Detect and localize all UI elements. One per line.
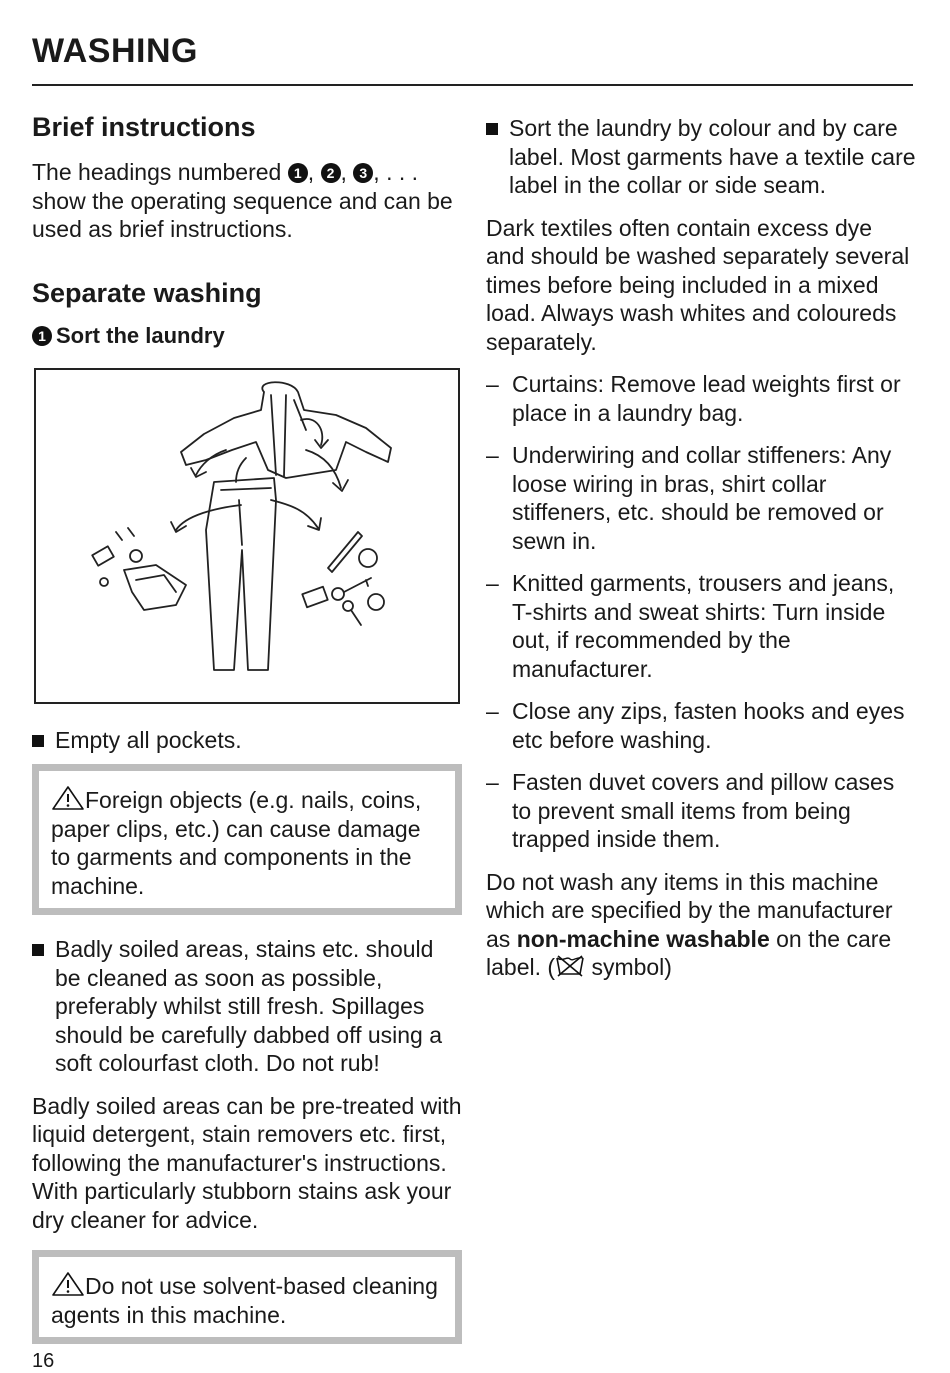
sep: , . . . <box>373 159 419 185</box>
step-number-2: 2 <box>321 163 341 183</box>
left-column <box>32 110 462 1344</box>
dash-item-text: Close any zips, fasten hooks and eyes etc before washing. <box>512 698 905 753</box>
page-number: 16 <box>32 1350 55 1372</box>
dark-textiles-paragraph: Dark textiles often contain excess dye and should be washed separately several times before being included in a mixed load. Always wash whites and coloureds separately. <box>486 214 910 355</box>
dash-item-text: Fasten duvet covers and pillow cases to prevent small items from being trapped inside them. <box>512 769 895 852</box>
separate-washing-heading: Separate washing <box>32 277 262 308</box>
sort-laundry-title: Sort the laundry <box>56 322 225 348</box>
right-column <box>486 114 916 982</box>
dash-item-zips <box>486 697 916 754</box>
sort-laundry-heading <box>32 322 462 350</box>
bullet-square-icon <box>32 735 44 747</box>
sep: , <box>340 159 347 185</box>
dash-item-knitted <box>486 569 916 683</box>
step-number-1: 1 <box>32 326 52 346</box>
dash-mark: – <box>486 698 499 724</box>
dash-mark: – <box>486 371 499 397</box>
pretreat-paragraph: Badly soiled areas can be pre-treated with liquid detergent, stain removers etc. first, following the manufacturer's instructions. With particularly stubborn stains ask your dry cleaner for advice. <box>32 1092 462 1233</box>
warning-foreign-text: Foreign objects (e.g. nails, coins, paper clips, etc.) can cause damage to garments and components in the machine. <box>51 787 422 899</box>
brief-intro-pre: The headings numbered <box>32 159 282 185</box>
bullet-square-icon <box>32 944 44 956</box>
laundry-illustration <box>34 368 460 704</box>
warning-foreign-objects <box>32 764 462 915</box>
dash-item-curtains <box>486 370 916 427</box>
dash-item-text: Curtains: Remove lead weights first or place in a laundry bag. <box>512 371 901 426</box>
step-number-3: 3 <box>353 163 373 183</box>
title-divider <box>32 84 913 86</box>
warning-foreign-text-wrap <box>51 785 443 900</box>
bullet-badly-soiled-text: Badly soiled areas, stains etc. should be cleaned as soon as possible, preferably whilst still fresh. Spillages should be carefully dabbed off using a soft colourfast cloth. Do not rub! <box>55 936 443 1076</box>
dash-mark: – <box>486 442 499 468</box>
dash-item-text: Knitted garments, trousers and jeans, T-shirts and sweat shirts: Turn inside out, if recommended by the manufacturer. <box>512 570 895 682</box>
warning-triangle-icon <box>51 1271 85 1297</box>
sep: , <box>307 159 315 185</box>
empty-pockets-drawing <box>36 370 458 702</box>
bullet-empty-pockets-text: Empty all pockets. <box>55 726 242 753</box>
final-mid: on the care label. ( <box>486 925 892 980</box>
dash-item-underwiring <box>486 441 916 555</box>
bullet-badly-soiled <box>32 935 462 1078</box>
dash-mark: – <box>486 769 499 795</box>
step-number-1: 1 <box>288 163 308 183</box>
warning-solvent-text: Do not use solvent-based cleaning agents in this machine. <box>51 1273 438 1328</box>
bullet-square-icon <box>486 123 498 135</box>
brief-intro-post: show the operating sequence and can be used as brief instructions. <box>32 187 453 242</box>
dash-item-duvet <box>486 768 916 854</box>
warning-solvent <box>32 1250 462 1344</box>
page-title: WASHING <box>32 32 198 70</box>
brief-instructions-heading: Brief instructions <box>32 112 256 142</box>
warning-solvent-text-wrap <box>51 1271 443 1329</box>
non-machine-washable-paragraph <box>486 868 916 982</box>
bullet-empty-pockets <box>32 726 462 755</box>
do-not-wash-icon <box>555 955 585 977</box>
bullet-sort-laundry-text: Sort the laundry by colour and by care label. Most garments have a textile care label in the collar or side seam. <box>509 115 916 198</box>
warning-triangle-icon <box>51 785 85 811</box>
bullet-sort-laundry <box>486 114 916 200</box>
dash-item-text: Underwiring and collar stiffeners: Any loose wiring in bras, shirt collar stiffeners, etc. should be removed or sewn in. <box>512 442 892 554</box>
brief-intro <box>32 158 462 244</box>
non-machine-washable-bold: non-machine washable <box>516 925 770 952</box>
final-post: symbol) <box>591 954 672 980</box>
final-pre: Do not wash any items in this machine which are specified by the manufacturer as <box>486 868 893 952</box>
dash-mark: – <box>486 570 499 596</box>
